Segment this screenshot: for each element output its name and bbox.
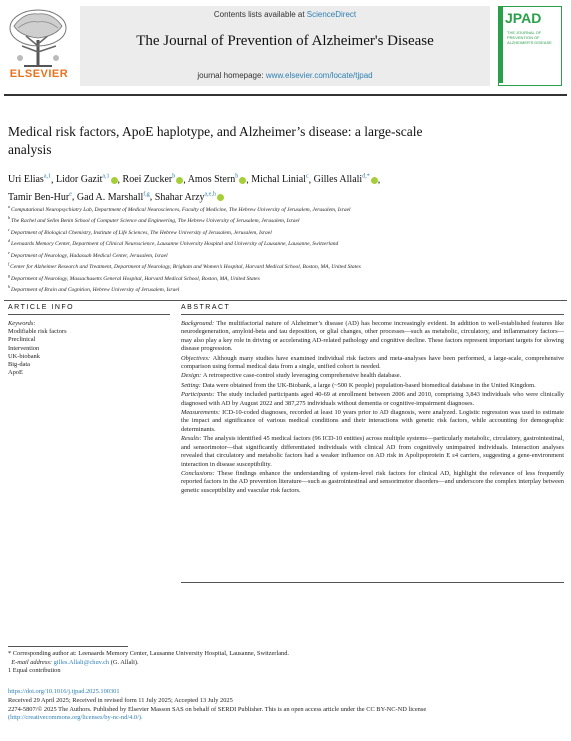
sciencedirect-link[interactable]: ScienceDirect	[306, 10, 357, 19]
orcid-icon[interactable]	[111, 177, 118, 184]
affiliation-item: $^b$ The Rachel and Selim Benin School of Computer Science and Engineering, The Hebrew University of Jerusalem, Jerusalem, Israel	[8, 215, 300, 225]
author-name[interactable]	[8, 174, 51, 185]
contents-prefix: Contents lists available at	[213, 10, 307, 19]
author-text: Lidor Gazit	[56, 174, 103, 186]
license-link[interactable]: (http://creativecommons.org/licenses/by-nc-nd/4.0/).	[8, 714, 143, 722]
author-text: Gilles Allali	[313, 174, 363, 186]
orcid-icon[interactable]	[371, 177, 378, 184]
section-rule	[4, 300, 567, 301]
author-name[interactable]	[8, 192, 72, 203]
homepage-prefix: journal homepage:	[197, 71, 266, 80]
orcid-icon[interactable]	[239, 177, 246, 184]
author-name[interactable]	[188, 174, 247, 185]
keyword-item: Modifiable risk factors	[8, 328, 67, 336]
homepage-link[interactable]: www.elsevier.com/locate/tjpad	[265, 71, 373, 80]
publication-info	[8, 688, 564, 723]
author-affil-marker: a,1	[102, 174, 110, 180]
author-affil-marker: f,g	[143, 191, 150, 198]
contents-line	[80, 10, 490, 19]
author-text: Michal Linial	[251, 174, 306, 186]
article-info-heading: ARTICLE INFO	[8, 304, 75, 311]
keyword-item: Intervention	[8, 344, 40, 352]
author-name[interactable]	[314, 174, 378, 185]
abstract-section: Measurements: ICD-10-coded diagnoses, recorded at least 10 years prior to AD diagnosis, were analyzed. Logistic regression was used to estimate the impact and significance of various medical conditions and their interactions with genetic risk factors, while accounting for demographic determinants.	[181, 409, 564, 433]
affiliation-list	[8, 203, 528, 294]
received-dates: Received 29 April 2025; Received in revised form 11 July 2025; Accepted 13 July 2025	[8, 696, 233, 704]
keywords-block	[8, 320, 168, 377]
affiliation-item: $^e$ Department of Neurology, Hadassah Medical Center, Jerusalem, Israel	[8, 249, 168, 259]
author-name[interactable]	[77, 192, 150, 203]
author-name[interactable]	[56, 174, 118, 185]
corresponding-author-note: * Corresponding author at: Leenaards Memory Center, Lausanne University Hospital, Lausanne, Switzerland.	[8, 650, 290, 657]
doi-link[interactable]: https://doi.org/10.1016/j.tjpad.2025.100301	[8, 688, 120, 695]
orcid-icon[interactable]	[217, 194, 224, 201]
author-text: Shahar Arzy	[154, 191, 205, 203]
author-text: Uri Elias	[8, 174, 44, 186]
author-affil-marker: c	[305, 174, 309, 180]
publisher-name: ELSEVIER	[9, 68, 69, 80]
copyright-line	[8, 706, 564, 724]
cover-text: THE JOURNAL OF PREVENTION OF ALZHEIMER'S DISEASE	[507, 30, 552, 45]
author-text: Amos Stern	[187, 174, 236, 186]
header-rule	[4, 94, 567, 96]
homepage-line	[80, 71, 490, 80]
journal-title: The Journal of Prevention of Alzheimer's Disease	[136, 33, 434, 49]
elsevier-tree-logo	[4, 6, 72, 70]
author-affil-marker: b	[235, 174, 239, 180]
equal-contribution-note: 1 Equal contribution	[8, 667, 61, 675]
author-name[interactable]	[123, 174, 184, 185]
author-affil-marker: a,1	[43, 174, 51, 180]
cover-bar	[499, 7, 503, 83]
affiliation-item: $^f$ Center for Alzheimer Research and Treatment, Department of Neurology, Brigham and Women’s Hospital, Harvard Medical School, Boston, MA, United States	[8, 261, 361, 270]
affiliation-item: $^g$ Department of Neurology, Massachusetts General Hospital, Harvard Medical School, Boston, MA, United States	[8, 272, 260, 282]
email-link[interactable]: gilles.Allali@chuv.ch	[53, 658, 110, 666]
author-name[interactable]	[155, 192, 224, 203]
author-text: Roei Zucker	[122, 174, 173, 186]
email-suffix: (G. Allali).	[109, 658, 139, 666]
author-affil-marker: a,e,h	[204, 191, 216, 198]
keywords-label: Keywords:	[8, 320, 36, 327]
affiliation-item: $^a$ Computational Neuropsychiatry Lab, Department of Medical Neurosciences, Faculty of Medicine, The Hebrew University of Jerusalem, Jerusalem, Israel	[8, 204, 351, 213]
abstract-section: Results: The analysis identified 45 medical factors (96 ICD-10 entities) across multiple systems—particularly metabolic, circulatory, gastrointestinal, and sensorimotor—that significantly differentiated individuals with clinical AD from cognitively unimpaired individuals. Interaction analyses revealed that circulatory and metabolic factors had a weaker influence on AD risk in Apolipoprotein E ε4 carriers, suggesting a gene-environment interaction in disease susceptibility.	[181, 435, 564, 468]
author-affil-marker: b	[172, 174, 176, 180]
abstract-section: Participants: The study included participants aged 40-69 at enrollment between 2006 and 2010, comprising 3,843 individuals who were clinically diagnosed with AD by August 2022 and 387,275 individuals without dementia or cognitive-impairment diagnoses.	[181, 391, 564, 407]
email-label: E-mail address:	[11, 658, 54, 666]
email-line	[8, 659, 548, 668]
abstract-end-rule	[181, 582, 564, 583]
abstract-section: Design: A retrospective case-control study leveraging comprehensive health database.	[181, 372, 402, 380]
keyword-item: UK-biobank	[8, 352, 40, 360]
abstract-section: Background: The multifactorial nature of Alzheimer’s disease (AD) has become increasingly evident. In addition to well-established features like neurodegeneration, amyloid-beta and tau deposition, or glial changes, other processes—such as metabolic, circulatory, and inflammatory factors—may also play a key role in driving or accelerating AD-related pathology and cognitive decline. These factors represent important targets for slowing disease progression.	[181, 320, 564, 353]
article-info-rule	[8, 314, 170, 315]
copyright-text: 2274-5807/© 2025 The Authors. Published by Elsevier Masson SAS on behalf of SERDI Publisher. This is an open access article under the CC BY-NC-ND license	[8, 705, 427, 713]
keyword-item: ApoE	[8, 369, 23, 377]
abstract-heading: ABSTRACT	[181, 304, 231, 311]
abstract-rule	[181, 314, 564, 315]
abstract-section: Conclusions: These findings enhance the understanding of system-level risk factors for clinical AD, highlight the relevance of less frequently reported factors in the AD prevention literature—such as gastrointestinal and sensorimotor disorders—and underscore the complex interplay between genetic susceptibility and vascular risk factors.	[181, 469, 564, 494]
author-affil-marker: e	[69, 191, 72, 198]
author-affil-marker: d,*	[362, 174, 370, 180]
paper-title: Medical risk factors, ApoE haplotype, and Alzheimer’s disease: a large-scale analysis	[8, 124, 423, 157]
author-list: Uri Elias$^{a,1}$, Lidor Gazit$^{a,1}$ , Roei Zucker$^b$ , Amos Stern$^b$ , Michal Linial$^c$, Gilles Allali$^{d,*}$ , Tamir Ben-Hur$^e$, Gad A. Marshall$^{f,g}$, Shahar Arzy$^{a,e,h}$	[8, 174, 381, 203]
affiliation-item: $^d$ Leenaards Memory Center, Department of Clinical Neuroscience, Lausanne University Hospital and University of Lausanne, Lausanne, Switzerland	[8, 238, 339, 248]
author-text: Gad A. Marshall	[76, 191, 144, 203]
footnotes	[8, 650, 548, 676]
keyword-item: Big-data	[8, 361, 31, 369]
orcid-icon[interactable]	[176, 177, 183, 184]
keyword-item: Preclinical	[8, 336, 36, 344]
author-text: Tamir Ben-Hur	[8, 191, 70, 203]
abstract-body	[181, 320, 564, 496]
abstract-section: Objectives: Although many studies have examined individual risk factors and meta-analyses have been performed, a large-scale, comprehensive comparison using formal medical data from a single, unified cohort is needed.	[181, 354, 564, 371]
affiliation-item: $^h$ Department of Brain and Cognition, Hebrew University of Jerusalem, Israel	[8, 283, 180, 293]
footnote-rule	[8, 646, 128, 647]
author-name[interactable]	[251, 174, 308, 185]
affiliation-item: $^c$ Department of Biological Chemistry, Institute of Life Sciences, The Hebrew University of Jerusalem, Jerusalem, Israel	[8, 226, 272, 236]
abstract-section: Setting: Data were obtained from the UK-Biobank, a large (~500 K people) population-based biomedical database in the United Kingdom.	[181, 381, 536, 389]
cover-logo: JPAD	[505, 10, 542, 26]
